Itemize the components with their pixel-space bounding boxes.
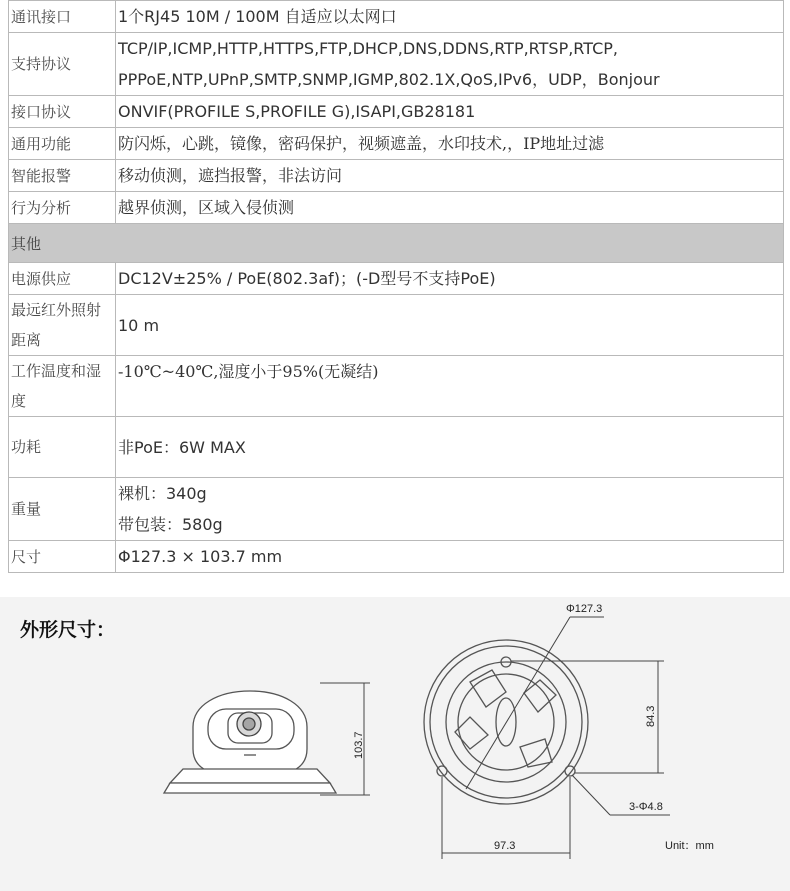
spec-label: 智能报警 (9, 160, 116, 192)
spec-table (8, 0, 784, 573)
unit-label: Unit：mm (665, 840, 714, 852)
spec-value: 移动侦测，遮挡报警，非法访问 (116, 160, 784, 192)
camera-side-view (164, 691, 336, 793)
spec-row (9, 192, 784, 224)
spec-row (9, 33, 784, 96)
spec-row (9, 295, 784, 356)
section-header (9, 224, 784, 263)
depth-label: 84.3 (645, 705, 657, 727)
diameter-label: Φ127.3 (566, 603, 603, 615)
spec-row (9, 263, 784, 295)
spec-row (9, 478, 784, 541)
spec-row (9, 128, 784, 160)
spec-value: 10 m (116, 295, 784, 356)
spec-label: 电源供应 (9, 263, 116, 295)
spec-value: 非PoE：6W MAX (116, 417, 784, 478)
spec-label: 工作温度和湿度 (9, 356, 116, 417)
spec-value: Φ127.3 × 103.7 mm (116, 541, 784, 573)
height-label: 103.7 (353, 731, 365, 759)
spec-value: -10℃~40℃,湿度小于95%(无凝结) (116, 356, 784, 417)
spec-row (9, 356, 784, 417)
spec-label: 重量 (9, 478, 116, 541)
spec-value-line: 带包装：580g (118, 515, 223, 534)
spec-value-line: PPPoE,NTP,UPnP,SMTP,SNMP,IGMP,802.1X,QoS,IPv6，UDP，Bonjour (118, 70, 660, 89)
holes-label: 3-Φ4.8 (629, 801, 663, 813)
section-title: 其他 (9, 224, 784, 263)
spec-label: 行为分析 (9, 192, 116, 224)
spec-label: 尺寸 (9, 541, 116, 573)
spec-value (116, 478, 784, 541)
spec-value: 防闪烁，心跳，镜像，密码保护，视频遮盖，水印技术,，IP地址过滤 (116, 128, 784, 160)
spec-row (9, 1, 784, 33)
spec-label: 通用功能 (9, 128, 116, 160)
spec-value-line: 裸机：340g (118, 484, 207, 503)
width-label: 97.3 (494, 840, 516, 852)
spec-value (116, 33, 784, 96)
dimension-section-title: 外形尺寸： (20, 619, 116, 641)
spec-label: 支持协议 (9, 33, 116, 96)
spec-label: 通讯接口 (9, 1, 116, 33)
spec-label: 最远红外照射距离 (9, 295, 116, 356)
dimension-drawing-panel (0, 597, 790, 891)
dimension-drawing (0, 597, 790, 891)
spec-value-line: TCP/IP,ICMP,HTTP,HTTPS,FTP,DHCP,DNS,DDNS,RTP,RTSP,RTCP, (118, 39, 618, 58)
spec-value: 越界侦测，区域入侵侦测 (116, 192, 784, 224)
spec-label: 接口协议 (9, 96, 116, 128)
spec-row (9, 417, 784, 478)
spec-row (9, 96, 784, 128)
spec-value: 1个RJ45 10M / 100M 自适应以太网口 (116, 1, 784, 33)
spec-value: DC12V±25% / PoE(802.3af)；(-D型号不支持PoE) (116, 263, 784, 295)
spec-row (9, 160, 784, 192)
spec-value: ONVIF(PROFILE S,PROFILE G),ISAPI,GB28181 (116, 96, 784, 128)
spec-label: 功耗 (9, 417, 116, 478)
spec-row (9, 541, 784, 573)
